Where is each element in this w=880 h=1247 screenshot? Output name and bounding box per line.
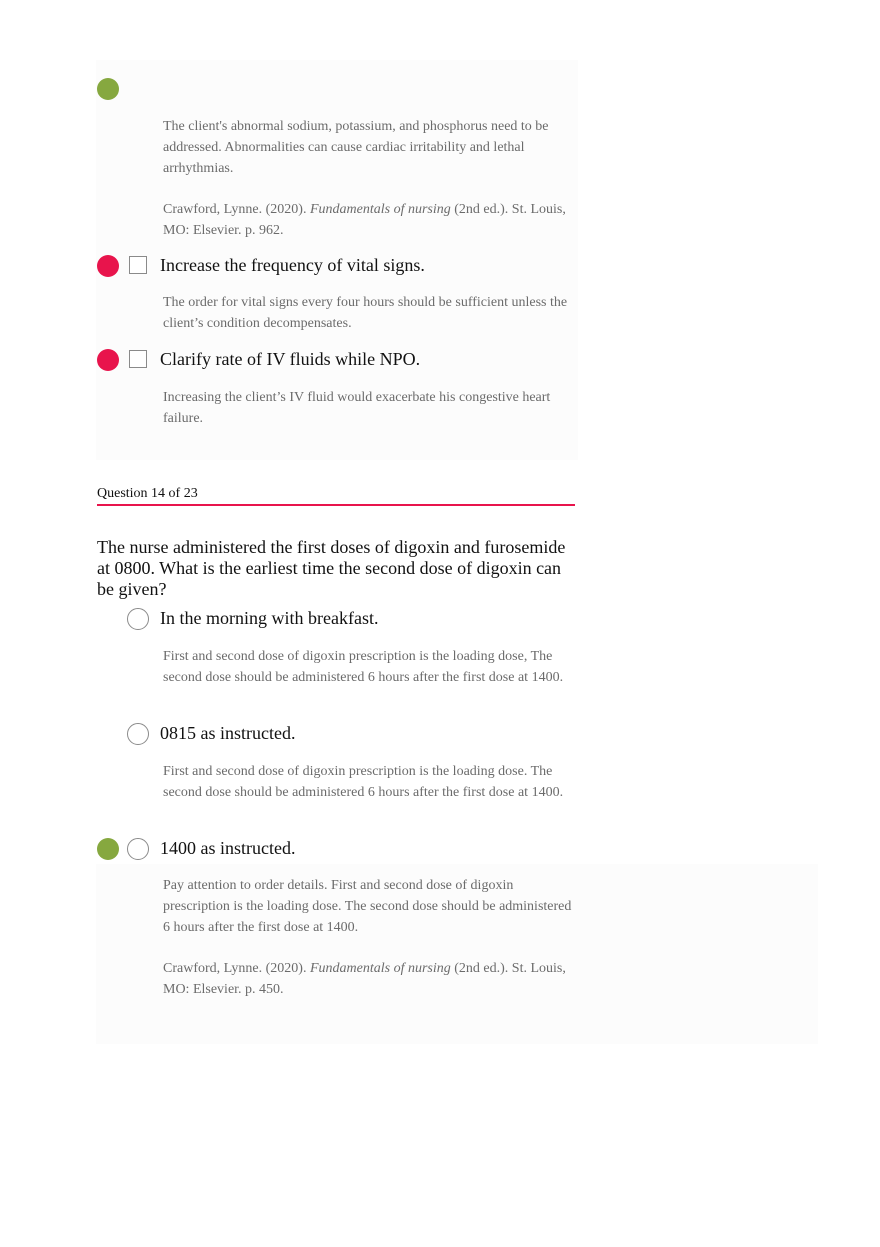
question-counter: Question 14 of 23 <box>97 486 198 501</box>
option-checkbox[interactable] <box>129 256 147 274</box>
option-rationale: The client's abnormal sodium, potassium, and phosphorus need to be addressed. Abnormalities can cause cardiac irritability and lethal arrhythmias. <box>163 119 549 176</box>
option-label[interactable]: In the morning with breakfast. <box>160 608 379 628</box>
question-divider <box>97 504 575 506</box>
incorrect-indicator <box>97 349 119 371</box>
option-label[interactable]: 1400 as instructed. <box>160 838 296 858</box>
option-radio[interactable] <box>127 838 149 860</box>
option-radio[interactable] <box>127 608 149 630</box>
option-checkbox[interactable] <box>129 350 147 368</box>
correct-indicator <box>97 78 119 100</box>
option-label[interactable]: 0815 as instructed. <box>160 723 296 743</box>
correct-indicator <box>97 838 119 860</box>
option-rationale: Pay attention to order details. First and second dose of digoxin prescription is the loading dose. The second dose should be administered 6 hours after the first dose at 1400. <box>163 878 572 935</box>
option-radio[interactable] <box>127 723 149 745</box>
reference-title: Fundamentals of nursing <box>309 961 451 976</box>
option-label[interactable]: Increase the frequency of vital signs. <box>160 255 425 275</box>
reference-title: Fundamentals of nursing <box>309 202 451 217</box>
option-rationale: First and second dose of digoxin prescription is the loading dose. The second dose should be administered 6 hours after the first dose at 1400. <box>163 764 564 800</box>
option-label[interactable]: Clarify rate of IV fluids while NPO. <box>160 349 421 369</box>
option-rationale: First and second dose of digoxin prescription is the loading dose, The second dose should be administered 6 hours after the first dose at 1400. <box>163 649 564 685</box>
reference-citation: Crawford, Lynne. (2020). Fundamentals of nursing (2nd ed.). St. Louis, MO: Elsevier. p. 962. <box>163 202 566 238</box>
option-rationale: Increasing the client’s IV fluid would exacerbate his congestive heart failure. <box>163 390 551 426</box>
reference-citation: Crawford, Lynne. (2020). Fundamentals of nursing (2nd ed.). St. Louis, MO: Elsevier. p. 450. <box>163 961 566 997</box>
incorrect-indicator <box>97 255 119 277</box>
question-text: The nurse administered the first doses of digoxin and furosemide at 0800. What is the earliest time the second dose of digoxin can be given? <box>97 537 566 599</box>
option-rationale: The order for vital signs every four hours should be sufficient unless the client’s condition decompensates. <box>163 295 568 331</box>
